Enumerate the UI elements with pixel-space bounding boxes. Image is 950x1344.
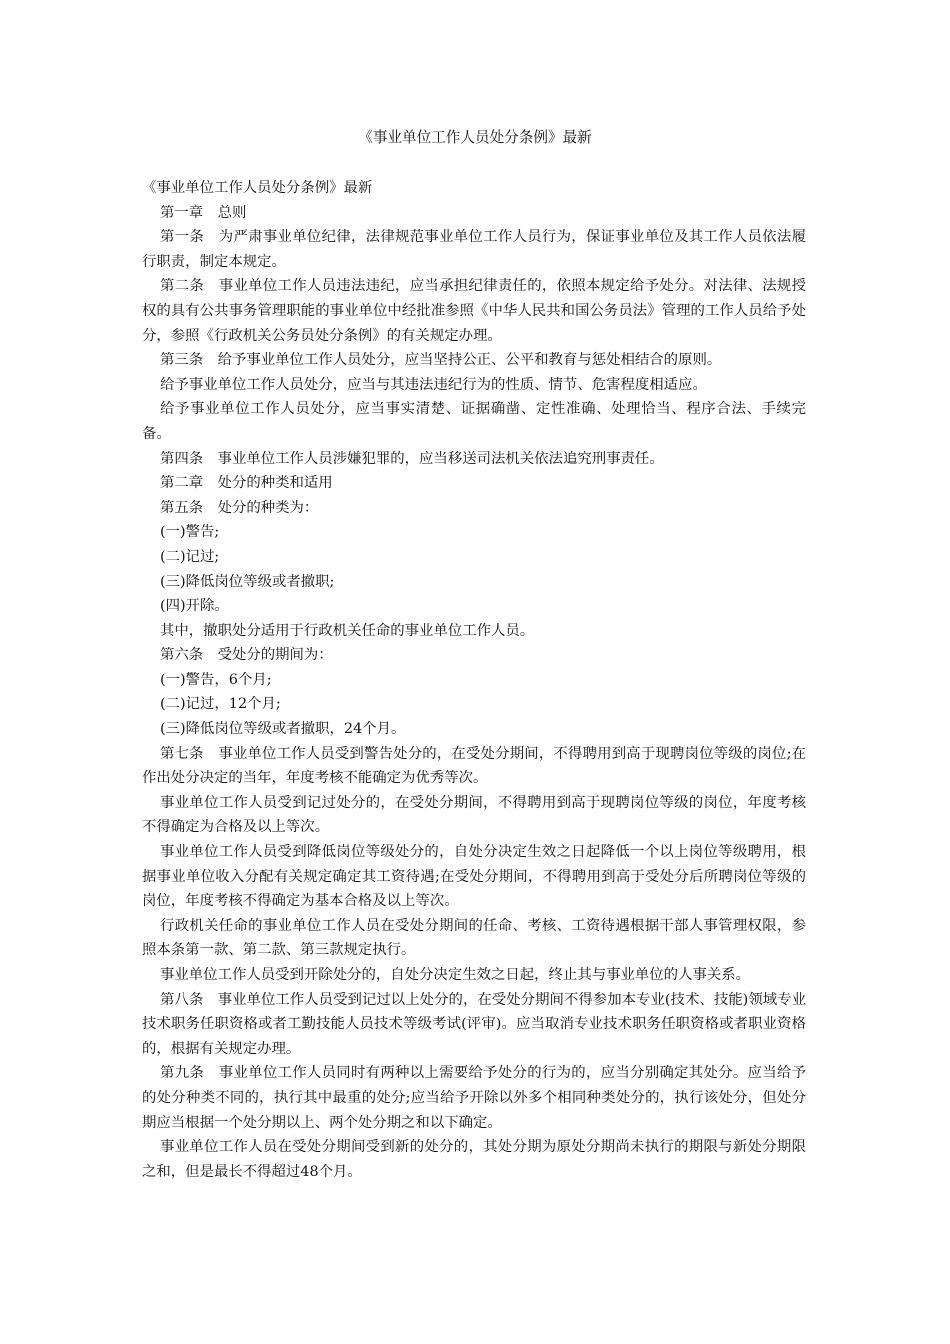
paragraph: 第六条 受处分的期间为：	[160, 647, 333, 664]
paragraph: 第七条 事业单位工作人员受到警告处分的，在受处分期间，不得聘用到高于现聘岗位等级的岗位;在作出处分决定的当年，年度考核不能确定为优秀等次。	[142, 745, 806, 787]
paragraph: 事业单位工作人员受到降低岗位等级处分的，自处分决定生效之日起降低一个以上岗位等级聘用，根据事业单位收入分配有关规定确定其工资待遇;在受处分期间，不得聘用到高于受处分后所聘岗位等级的岗位，年度考核不得确定为基本合格及以上等次。	[142, 844, 806, 910]
paragraph: (四)开除。	[160, 598, 229, 615]
paragraph: 第一条 为严肃事业单位纪律，法律规范事业单位工作人员行为，保证事业单位及其工作人员依法履行职责，制定本规定。	[142, 229, 806, 270]
paragraph: (二)记过，12个月;	[160, 696, 281, 713]
paragraph: 第五条 处分的种类为：	[160, 499, 319, 516]
paragraph: 第三条 给予事业单位工作人员处分，应当坚持公正、公平和教育与惩处相结合的原则。	[160, 352, 722, 369]
paragraph: 《事业单位工作人员处分条例》最新	[142, 180, 373, 196]
paragraph: (二)记过;	[160, 548, 220, 565]
paragraph: 给予事业单位工作人员处分，应当事实清楚、证据确凿、定性准确、处理恰当、程序合法、手续完备。	[142, 401, 806, 442]
paragraph: 第八条 事业单位工作人员受到记过以上处分的，在受处分期间不得参加本专业(技术、技能)领域专业技术职务任职资格或者工勤技能人员技术等级考试(评审)。应当取消专业技术职务任职资格或者职业资格的，根据有关规定办理。	[142, 991, 806, 1057]
paragraph: (一)警告;	[160, 524, 220, 541]
paragraph: 其中，撤职处分适用于行政机关任命的事业单位工作人员。	[160, 622, 535, 639]
paragraph: 第一章 总则	[160, 204, 247, 221]
paragraph: 第九条 事业单位工作人员同时有两种以上需要给予处分的行为的，应当分别确定其处分。应当给予的处分种类不同的，执行其中最重的处分;应当给予开除以外多个相同种类处分的，执行该处分，但处分期应当根据一个处分期以上、两个处分期之和以下确定。	[142, 1065, 806, 1131]
paragraph: 事业单位工作人员在受处分期间受到新的处分的，其处分期为原处分期尚未执行的期限与新处分期限之和，但是最长不得超过48个月。	[142, 1139, 806, 1180]
paragraph: 事业单位工作人员受到记过处分的，在受处分期间，不得聘用到高于现聘岗位等级的岗位，年度考核不得确定为合格及以上等次。	[142, 794, 806, 836]
paragraph: (三)降低岗位等级或者撤职;	[160, 573, 335, 590]
document-title: 《事业单位工作人员处分条例》最新	[358, 129, 592, 146]
paragraph: 给予事业单位工作人员处分，应当与其违法违纪行为的性质、情节、危害程度相适应。	[160, 376, 707, 393]
paragraph: 行政机关任命的事业单位工作人员在受处分期间的任命、考核、工资待遇根据干部人事管理权限，参照本条第一款、第二款、第三款规定执行。	[142, 917, 806, 959]
paragraph: 第四条 事业单位工作人员涉嫌犯罪的，应当移送司法机关依法追究刑事责任。	[160, 450, 664, 467]
paragraph: 第二条 事业单位工作人员违法违纪，应当承担纪律责任的，依照本规定给予处分。对法律、法规授权的具有公共事务管理职能的事业单位中经批准参照《中华人民共和国公务员法》管理的工作人员给予处分，参照《行政机关公务员处分条例》的有关规定办理。	[142, 278, 806, 344]
document-body	[142, 176, 806, 1184]
paragraph: 第二章 处分的种类和适用	[160, 475, 333, 492]
paragraph: (一)警告，6个月;	[160, 671, 272, 688]
paragraph: 事业单位工作人员受到开除处分的，自处分决定生效之日起，终止其与事业单位的人事关系。	[160, 967, 751, 983]
paragraph: (三)降低岗位等级或者撤职，24个月。	[160, 721, 406, 738]
